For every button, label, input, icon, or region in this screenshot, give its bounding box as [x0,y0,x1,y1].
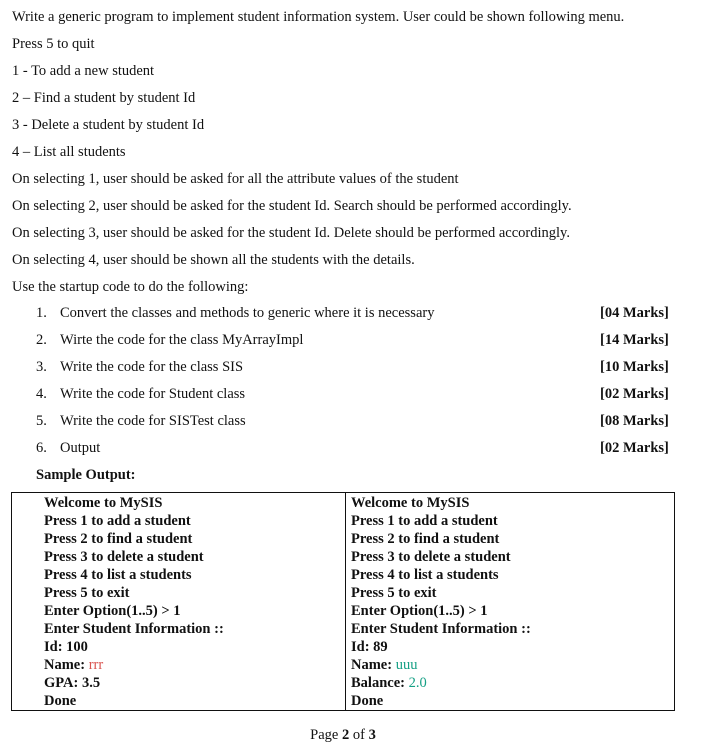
task-number: 1. [36,305,47,321]
output-line: Press 3 to delete a student [351,549,511,565]
output-line: Id: 100 [44,639,88,655]
intro-line-5: 3 - Delete a student by student Id [12,117,205,133]
task-item-4 [36,384,676,404]
output-done-line: Done [351,693,384,709]
intro-line-3: 1 - To add a new student [12,63,155,79]
output-line: Press 1 to add a student [351,513,498,529]
page-footer [0,725,686,745]
intro-line-8: On selecting 2, user should be asked for the student Id. Search should be performed accordingly. [12,198,572,214]
intro-line-10: On selecting 4, user should be shown all the students with the details. [12,252,415,268]
sample-output-heading: Sample Output: [36,467,136,483]
task-marks: [02 Marks] [600,440,669,456]
output-line: Enter Option(1..5) > 1 [351,603,488,619]
task-marks: [04 Marks] [600,305,669,321]
output-line: Press 3 to delete a student [44,549,204,565]
output-balance-line [351,674,531,692]
intro-line-6: 4 – List all students [12,144,126,160]
balance-value: 2.0 [408,675,427,691]
intro-line-2: Press 5 to quit [12,36,95,52]
output-line: Press 4 to list a students [44,567,192,583]
task-marks: [14 Marks] [600,332,669,348]
task-item-1 [36,303,676,323]
task-text: Write the code for the class SIS [60,359,244,375]
task-item-5 [36,411,676,431]
output-name-line [44,656,224,674]
output-name-line [351,656,531,674]
output-line: Enter Student Information :: [44,621,224,637]
sample-output-left-column [44,494,224,710]
name-label: Name: [351,657,396,673]
task-number: 5. [36,413,47,429]
page-current: 2 [341,727,350,743]
output-line: Press 5 to exit [44,585,130,601]
task-item-6 [36,438,676,458]
intro-line-9: On selecting 3, user should be asked for the student Id. Delete should be performed accordingly. [12,225,570,241]
output-line: Press 5 to exit [351,585,437,601]
output-line: Press 2 to find a student [351,531,500,547]
output-line: Welcome to MySIS [44,495,163,511]
output-line: Press 2 to find a student [44,531,193,547]
task-number: 6. [36,440,47,456]
task-number: 4. [36,386,47,402]
task-text: Wirte the code for the class MyArrayImpl [60,332,304,348]
intro-line-1: Write a generic program to implement student information system. User could be shown following menu. [12,9,625,25]
page-total: 3 [368,727,376,743]
output-line: Enter Option(1..5) > 1 [44,603,181,619]
task-item-2 [36,330,676,350]
task-text: Write the code for SISTest class [60,413,246,429]
name-value: rrr [88,657,104,673]
task-marks: [08 Marks] [600,413,669,429]
task-marks: [02 Marks] [600,386,669,402]
task-text: Write the code for Student class [60,386,246,402]
output-gpa-line: GPA: 3.5 [44,675,101,691]
intro-line-7: On selecting 1, user should be asked for all the attribute values of the student [12,171,459,187]
task-item-3 [36,357,676,377]
sample-output-table [11,492,675,711]
task-marks: [10 Marks] [600,359,669,375]
page-label: Page [310,727,342,743]
name-value: uuu [395,657,418,673]
output-line: Press 1 to add a student [44,513,191,529]
output-line: Id: 89 [351,639,388,655]
intro-line-11: Use the startup code to do the following: [12,279,249,295]
task-text: Convert the classes and methods to generic where it is necessary [60,305,435,321]
output-line: Press 4 to list a students [351,567,499,583]
table-column-divider [345,493,346,710]
output-line: Welcome to MySIS [351,495,470,511]
page-of: of [349,727,369,743]
sample-output-right-column [351,494,531,710]
task-number: 3. [36,359,47,375]
name-label: Name: [44,657,89,673]
task-text: Output [60,440,101,456]
balance-label: Balance: [351,675,409,691]
task-number: 2. [36,332,47,348]
output-line: Enter Student Information :: [351,621,531,637]
intro-line-4: 2 – Find a student by student Id [12,90,196,106]
output-done-line: Done [44,693,77,709]
